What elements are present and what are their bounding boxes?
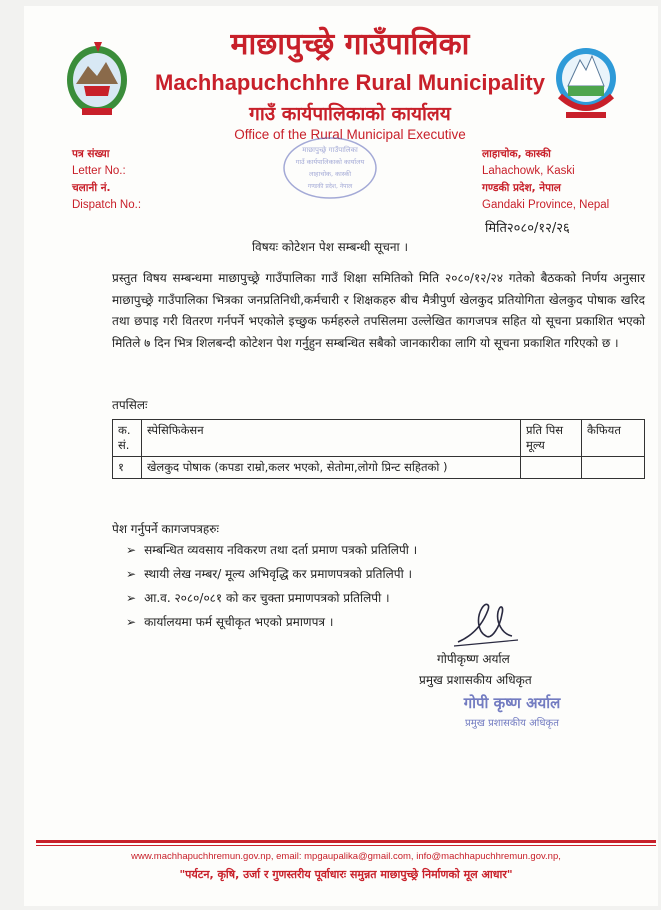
list-item: ➢ सम्बन्धित व्यवसाय नविकरण तथा दर्ता प्रमाण पत्रको प्रतिलिपी । [126, 538, 417, 562]
letter-ref-block [72, 146, 141, 214]
header-sn: क. सं. [113, 420, 142, 457]
place-np: लाहाचोक, कास्की [482, 148, 551, 160]
header-price: प्रति पिस मूल्य [521, 420, 582, 457]
municipality-logo [552, 36, 620, 122]
dispatch-no-label-en: Dispatch No.: [72, 199, 142, 211]
dispatch-no-label-np: चलानी नं. [72, 182, 111, 194]
name-stamp [432, 688, 592, 734]
address-block [482, 146, 609, 214]
seal-line-1: माछापुच्छ्रे गाउँपालिका [302, 146, 358, 154]
province-np: गण्डकी प्रदेश, नेपाल [482, 182, 561, 194]
nepal-emblem-logo [64, 36, 130, 122]
documents-title: पेश गर्नुपर्ने कागजपत्रहरुः [112, 522, 219, 536]
province-en: Gandaki Province, Nepal [482, 199, 610, 211]
place-en: Lahachowk, Kaski [482, 165, 575, 177]
tapsil-label: तपसिलः [112, 398, 148, 412]
row-remarks [582, 457, 645, 479]
row-sn: १ [113, 457, 142, 479]
list-item: ➢ आ.व. २०८०/०८१ को कर चुक्ता प्रमाणपत्रको प्रतिलिपी । [126, 586, 417, 610]
office-name-np: गाउँ कार्यपालिकाको कार्यालय [249, 103, 451, 125]
row-spec: खेलकुद पोषाक (कपडा राम्रो,कलर भएको, सेतोमा,लोगो प्रिन्ट सहितको ) [142, 457, 521, 479]
seal-line-2: गाउँ कार्यपालिकाको कार्यालय [295, 158, 365, 166]
seal-line-4: गण्डकी प्रदेश, नेपाल [307, 183, 353, 190]
specification-table [112, 419, 645, 479]
footer-divider-thick [36, 840, 656, 843]
footer-contact: www.machhapuchhremun.gov.np, email: mpgaupalika@gmail.com, info@machhapuchhremun.gov.np, [131, 851, 561, 862]
table-header-row [113, 420, 645, 457]
header-spec: स्पेसिफिकेसन [142, 420, 521, 457]
table-row [113, 457, 645, 479]
signatory-name: गोपीकृष्ण अर्याल [437, 652, 510, 666]
signatory-title: प्रमुख प्रशासकीय अधिकृत [419, 673, 532, 687]
municipality-name-np: माछापुच्छ्रे गाउँपालिका [230, 27, 470, 62]
stamp-name: गोपी कृष्ण अर्याल [463, 694, 561, 712]
header-remarks: कैफियत [582, 420, 645, 457]
municipality-name-en: Machhapuchchhre Rural Municipality [155, 70, 545, 95]
letter-body: प्रस्तुत विषय सम्बन्धमा माछापुच्छ्रे गाउँपालिका गाउँ शिक्षा समितिको मिति २०८०/१२/२४ गतेको बैठकको निर्णय अनुसार माछापुच्छ्रे गाउँपालिका भित्रका जनप्रतिनिधी,कर्मचारी र शिक्षकहरु बीच मैत्रीपुर्ण खेलकुद प्रतियोगिता खेलकुद पोषाक खरिद तथा छपाइ गरी वितरण गर्नपर्ने भएकोले इच्छुक फर्महरुले तपसिलमा उल्लेखित कागजपत्र सहित यो सूचना प्रकाशित भएको मितिले ७ दिन भित्र शिलबन्दी कोटेशन पेश गर्नुहुन सम्बन्धित सबैको जानकारीका लागि यो सूचना प्रकाशित गरिएको छ । [112, 271, 645, 350]
stamp-title: प्रमुख प्रशासकीय अधिकृत [465, 718, 559, 729]
office-seal-stamp [282, 136, 378, 200]
letter-subject: विषयः कोटेशन पेश सम्बन्धी सूचना । [251, 240, 409, 254]
letter-no-label-en: Letter No.: [72, 165, 126, 177]
seal-line-3: लाहाचोक, कास्की [308, 170, 352, 178]
footer-slogan: "पर्यटन, कृषि, उर्जा र गुणस्तरीय पूर्वाधारः समुन्नत माछापुच्छ्रे निर्माणको मूल आधार" [179, 868, 513, 881]
list-item: ➢ कार्यालयमा फर्म सूचीकृत भएको प्रमाणपत्र । [126, 610, 417, 634]
office-name-en: Office of the Rural Municipal Executive [234, 127, 466, 142]
list-item: ➢ स्थायी लेख नम्बर/ मूल्य अभिवृद्धि कर प्रमाणपत्रको प्रतिलिपी । [126, 562, 417, 586]
letter-no-label-np: पत्र संख्या [72, 148, 110, 160]
row-price [521, 457, 582, 479]
handwritten-signature [452, 596, 522, 654]
footer-divider-thin [36, 845, 656, 846]
documents-list [126, 538, 417, 634]
letter-date: मिति२०८०/१२/२६ [485, 221, 570, 236]
